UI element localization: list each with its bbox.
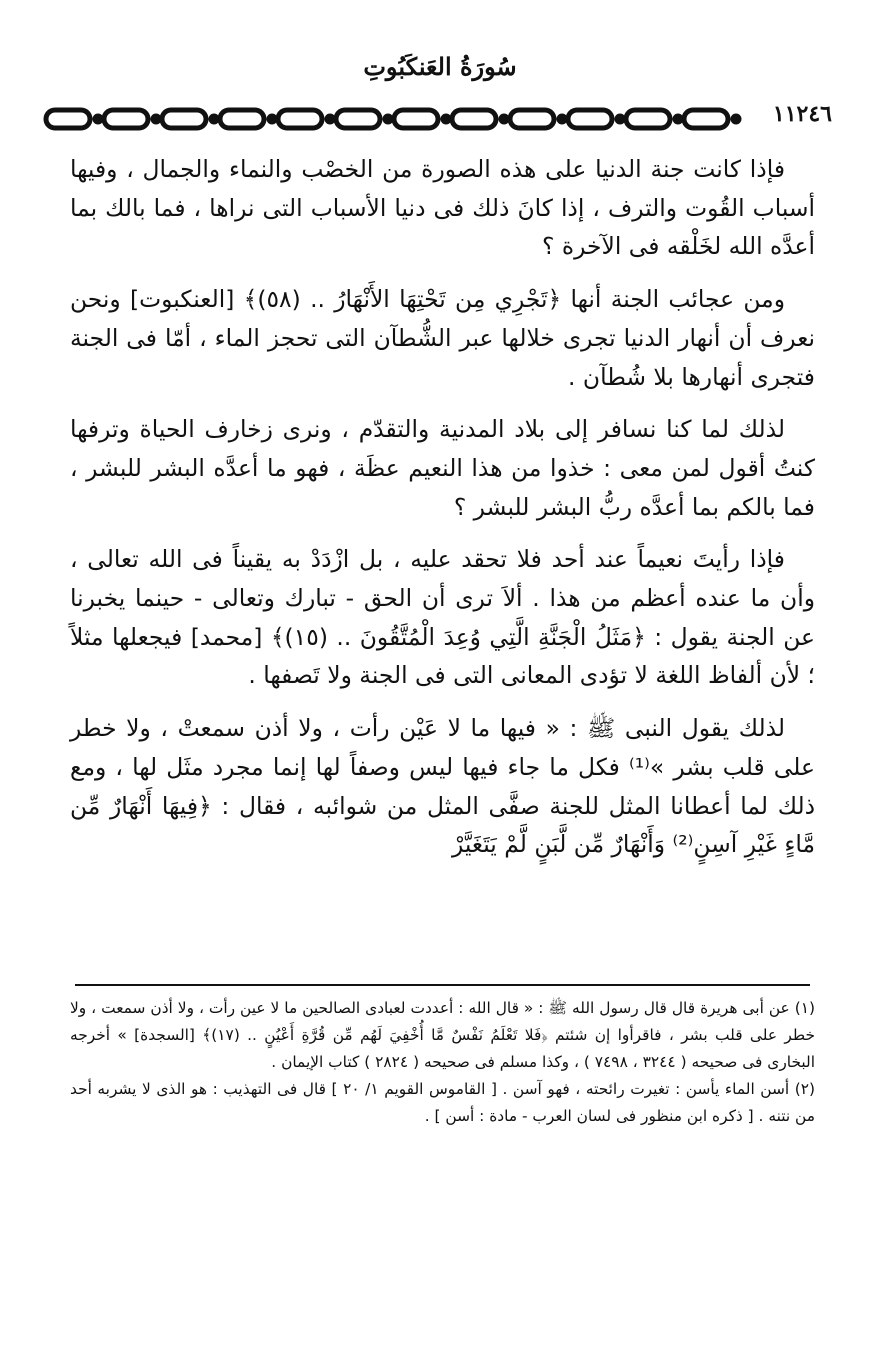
- ornamental-chain-border: [40, 102, 840, 136]
- paragraph-1: فإذا كانت جنة الدنيا على هذه الصورة من الخصْب والنماء والجمال ، وفيها أسباب القُوت والترف ، إذا كانَ ذلك فى دنيا الأسباب التى نراها ، فما بالك بما أعدَّه الله لخَلْقه فى الآخرة ؟: [70, 155, 815, 261]
- paragraph-5: لذلك يقول النبى ﷺ : « فيها ما لا عَيْن رأت ، ولا أذن سمعتْ ، ولا خطر على قلب بشر »⁽¹⁾ فكل ما جاء فيها ليس وصفاً لها إنما مجرد مثَل لها ، ومع ذلك لما أعطانا المثل للجنة صفَّى المثل من شوائبه ، فقال : ﴿فِيهَا أَنْهَارٌ مِّن مَّاءٍ غَيْرِ آسِنٍ⁽²⁾ وَأَنْهَارٌ مِّن لَّبَنٍ لَّمْ يَتَغَيَّرْ: [70, 714, 816, 859]
- paragraph-3: لذلك لما كنا نسافر إلى بلاد المدنية والتقدّم ، ونرى زخارف الحياة وترفها كنتُ أقول لمن معى : خذوا من هذا النعيم عظَة ، فهو ما أعدَّه البشر للبشر ، فما بالكم بما أعدَّه ربُّ البشر للبشر ؟: [70, 415, 815, 521]
- main-text: [70, 150, 815, 878]
- footnote-1: (١) عن أبى هريرة قال قال رسول الله ﷺ : « قال الله : أعددت لعبادى الصالحين ما لا عين رأت ، ولا أذن سمعت ، ولا خطر على قلب بشر ، فاقرأوا إن شئتم ﴿فَلا تَعْلَمُ نَفْسٌ مَّا أُخْفِيَ لَهُم مِّن قُرَّةِ أَعْيُنٍ .. (١٧)﴾ [السجدة] » أخرجه البخارى فى صحيحه ( ٣٢٤٤ ، ٧٤٩٨ ) ، وكذا مسلم فى صحيحه ( ٢٨٢٤ ) كتاب الإيمان .: [70, 999, 815, 1071]
- footnotes: [70, 995, 815, 1130]
- surah-title: سُورَةُ العَنكَبُوتِ: [363, 52, 517, 81]
- footnote-divider: [75, 984, 810, 986]
- footnote-2: (٢) أسن الماء يأسن : تغيرت رائحته ، فهو آسن . [ القاموس القويم ١/ ٢٠ ] قال فى التهذيب : هو الذى لا يشربه أحد من نتنه . [ ذكره ابن منظور فى لسان العرب - مادة : أسن ] .: [70, 1080, 815, 1125]
- paragraph-4: فإذا رأيتَ نعيماً عند أحد فلا تحقد عليه ، بل ازْدَدْ به يقيناً فى الله تعالى ، وأن ما عنده أعظم من هذا . ألاَ ترى أن الحق - تبارك وتعالى - حينما يخبرنا عن الجنة يقول : ﴿مَثَلُ الْجَنَّةِ الَّتِي وُعِدَ الْمُتَّقُونَ .. (١٥)﴾ [محمد] فيجعلها مثلاً ؛ لأن ألفاظ اللغة لا تؤدى المعانى التى فى الجنة ولا تَصفها .: [70, 545, 815, 690]
- paragraph-2: ومن عجائب الجنة أنها ﴿تَجْرِي مِن تَحْتِهَا الأَنْهَارُ .. (٥٨)﴾ [العنكبوت] ونحن نعرف أن أنهار الدنيا تجرى خلالها عبر الشُّطآن التى تحجز الماء ، أمّا فى الجنة فتجرى أنهارها بلا شُطآن .: [70, 285, 815, 391]
- page-number: ١١٢٤٦: [769, 101, 836, 127]
